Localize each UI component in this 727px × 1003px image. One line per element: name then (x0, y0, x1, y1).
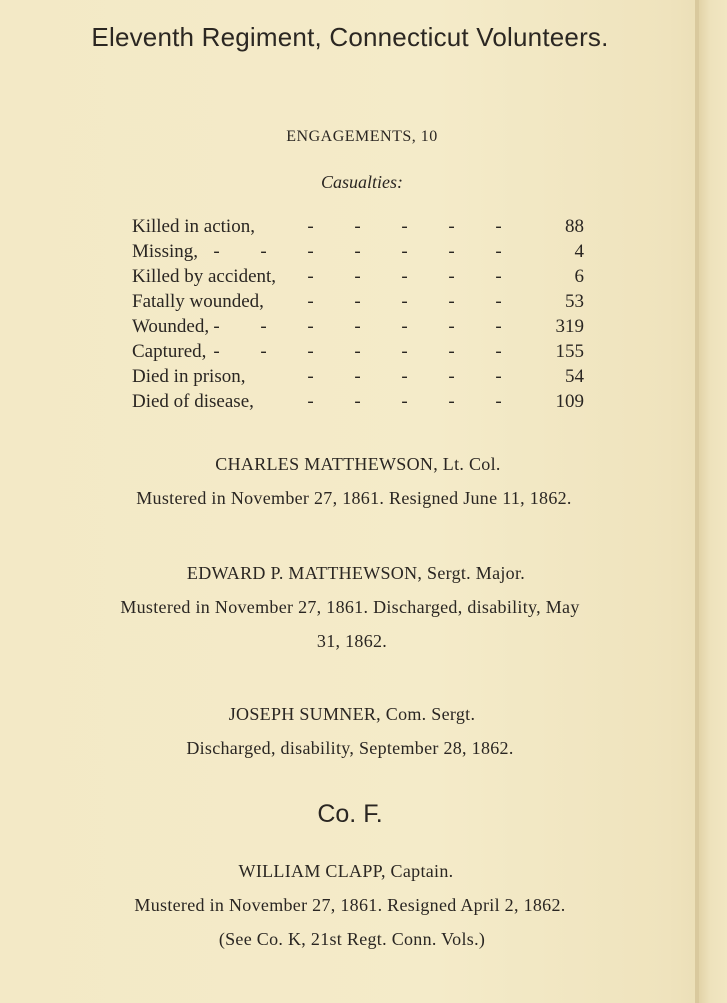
company-heading: Co. F. (317, 800, 383, 828)
leader-dots: - - - - - (307, 291, 502, 312)
leader-dots: - - - - - - - (213, 241, 502, 262)
casualty-value: 88 (565, 216, 584, 237)
casualty-value: 319 (555, 316, 584, 337)
entry-detail: Mustered in November 27, 1861. Resigned June 11, 1862. (136, 488, 572, 508)
casualty-label: Killed in action, (132, 216, 255, 237)
casualty-label: Captured, (132, 341, 207, 362)
casualty-label: Fatally wounded, (132, 291, 264, 312)
company-detail: Mustered in November 27, 1861. Resigned April 2, 1862. (134, 895, 566, 915)
leader-dots: - - - - - (307, 266, 502, 287)
casualty-row (132, 216, 584, 241)
casualty-value: 109 (555, 391, 584, 412)
casualty-row (132, 391, 584, 416)
casualties-heading: Casualties: (320, 172, 403, 192)
casualty-label: Died in prison, (132, 366, 246, 387)
entry-name: JOSEPH SUMNER, Com. Sergt. (228, 704, 476, 724)
leader-dots: - - - - - (307, 216, 502, 237)
casualty-label: Died of disease, (132, 391, 254, 412)
leader-dots: - - - - - (307, 366, 502, 387)
casualty-label: Wounded, (132, 316, 210, 337)
page-title: Eleventh Regiment, Connecticut Volunteers. (91, 22, 609, 52)
company-detail: (See Co. K, 21st Regt. Conn. Vols.) (218, 929, 486, 949)
casualty-label: Killed by accident, (132, 266, 277, 287)
leader-dots: - - - - - - - (213, 316, 502, 337)
company-captain-name: WILLIAM CLAPP, Captain. (238, 861, 454, 881)
entry-detail: Discharged, disability, September 28, 1862. (186, 738, 514, 758)
entry-detail: Mustered in November 27, 1861. Discharged, disability, May (120, 597, 580, 617)
entry-name: EDWARD P. MATTHEWSON, Sergt. Major. (186, 563, 526, 583)
casualty-label: Missing, (132, 241, 198, 262)
leader-dots: - - - - - - - (213, 341, 502, 362)
casualty-value: 6 (574, 266, 584, 287)
casualty-row (132, 266, 584, 291)
casualty-row (132, 341, 584, 366)
engagements-count: ENGAGEMENTS, 10 (286, 128, 438, 145)
entry-name: CHARLES MATTHEWSON, Lt. Col. (215, 454, 501, 474)
casualty-value: 155 (555, 341, 584, 362)
casualty-value: 53 (565, 291, 584, 312)
casualty-row (132, 366, 584, 391)
casualty-row (132, 316, 584, 341)
casualty-value: 54 (565, 366, 584, 387)
casualty-value: 4 (574, 241, 584, 262)
entry-detail: 31, 1862. (316, 631, 388, 651)
casualty-row (132, 291, 584, 316)
leader-dots: - - - - - (307, 391, 502, 412)
casualty-row (132, 241, 584, 266)
